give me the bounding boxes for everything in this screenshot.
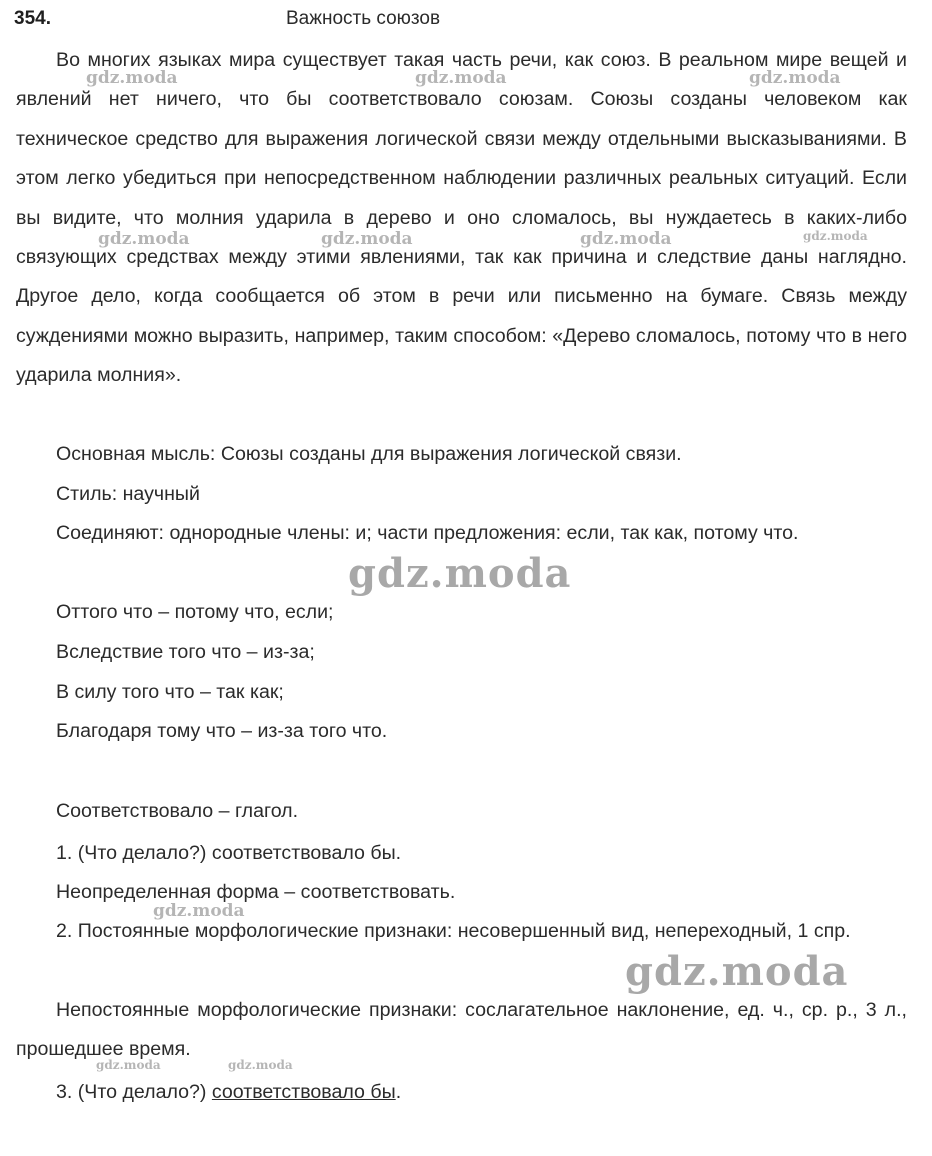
analysis-step-1: 1. (Что делало?) соответствовало бы. xyxy=(56,842,402,864)
synonym-line: Благодаря тому что – из-за того что. xyxy=(56,720,388,742)
exercise-number: 354. xyxy=(14,8,51,29)
analysis-heading: Соответствовало – глагол. xyxy=(56,800,299,822)
exercise-title: Важность союзов xyxy=(286,8,441,29)
watermark-logo: gdz.moda xyxy=(415,68,507,88)
watermark-logo: gdz.moda xyxy=(625,948,849,995)
synonym-line: Вследствие того что – из-за; xyxy=(56,641,315,663)
connects-paragraph: Соединяют: однородные члены: и; части предложения: если, так как, потому что. xyxy=(56,522,799,544)
watermark-logo: gdz.moda xyxy=(348,550,572,597)
watermark-logo: gdz.moda xyxy=(228,1058,293,1072)
watermark-logo: gdz.moda xyxy=(321,229,413,249)
style-line: Стиль: научный xyxy=(56,483,200,505)
nonconstant-features: Непостоянные морфологические признаки: сослагательное наклонение, ед. ч., ср. р., 3 л., прошедшее время. xyxy=(16,999,907,1061)
watermark-logo: gdz.moda xyxy=(98,229,190,249)
infinitive-line: Неопределенная форма – соответствовать. xyxy=(56,881,456,903)
step3-prefix: 3. (Что делало?) xyxy=(56,1081,212,1103)
step3-underlined: соответствовало бы xyxy=(211,1081,396,1103)
exercise-header xyxy=(14,8,914,34)
watermark-logo: gdz.moda xyxy=(153,901,245,921)
analysis-step-3 xyxy=(56,1079,401,1105)
watermark-logo: gdz.moda xyxy=(803,229,868,243)
synonym-line: В силу того что – так как; xyxy=(56,681,284,703)
watermark-logo: gdz.moda xyxy=(86,68,178,88)
constant-features: 2. Постоянные морфологические признаки: несовершенный вид, непереходный, 1 спр. xyxy=(56,920,851,942)
synonym-line: Оттого что – потому что, если; xyxy=(56,601,334,623)
watermark-logo: gdz.moda xyxy=(96,1058,161,1072)
watermark-logo: gdz.moda xyxy=(749,68,841,88)
main-idea: Основная мысль: Союзы созданы для выражения логической связи. xyxy=(56,443,682,465)
step3-suffix: . xyxy=(395,1081,402,1103)
watermark-logo: gdz.moda xyxy=(580,229,672,249)
text-paragraph: Во многих языках мира существует такая часть речи, как союз. В реальном мире вещей и явлений нет ничего, что бы соответствовало союзам. Союзы созданы человеком как техническое средство для выражения логической связи между отдельными высказываниями. В этом легко убедиться при непосредственном наблюдении различных реальных ситуаций. Если вы видите, что молния ударила в дерево и оно сломалось, вы нуждаетесь в каких-либо связующих средствах между этими явлениями, так как причина и следствие даны наглядно. Другое дело, когда сообщается об этом в речи или письменно на бумаге. Связь между суждениями можно выразить, например, таким способом: «Дерево сломалось, потому что в него ударила молния». xyxy=(16,49,907,387)
